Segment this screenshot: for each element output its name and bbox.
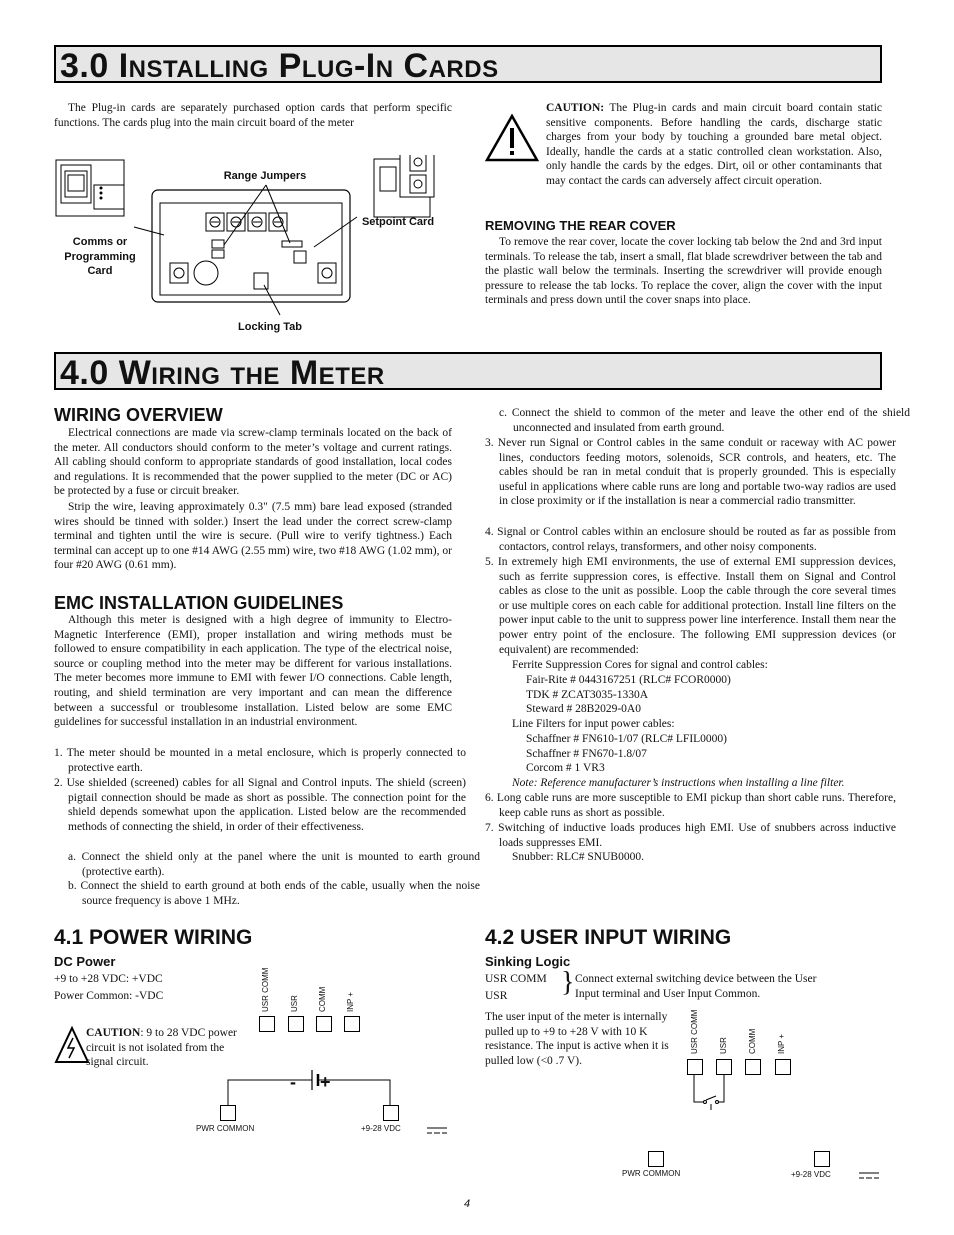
battery-minus: - [290,1072,296,1092]
power-term-label-usr-comm: USR COMM [261,967,270,1012]
power-term-label-usr: USR [290,995,299,1012]
user-term-label-comm: COMM [748,1028,757,1054]
power-terminal-comm [316,1016,332,1032]
page-number: 4 [464,1198,471,1210]
dc-symbol-icon [858,1171,880,1181]
battery-plus: + [320,1072,331,1092]
power-caution: CAUTION: 9 to 28 VDC power circuit is not isolated from the signal circuit. [86,1027,237,1069]
filter-note: Note: Reference manufacturer’s instructions when installing a line filter. [512,777,845,789]
power-wiring-heading: 4.1 POWER WIRING [54,926,253,949]
plugin-caution: CAUTION: The Plug-in cards and main circuit board contain static sensitive components. Before handling the cards, discharge static charges from your body by touching a grounded bare metal object. Ideally, handle the cards at a static controlled clean workstation. Also, only handle the cards by the edges. Dirt, oil or other contaminants that may contact the cards can adversely affect circuit operation. [546,102,883,187]
dc-power-line-2: Power Common: -VDC [54,990,164,1002]
sinking-logic-subheading: Sinking Logic [485,954,571,969]
emc-item-2c: c. Connect the shield to common of the meter and leave the other end of the shield unconnected and insulated from earth ground. [499,407,910,434]
power-terminal-pwr-common [220,1105,236,1121]
rear-cover-text: To remove the rear cover, locate the cover locking tab below the 2nd and 3rd input terminals. To release the tab, insert a small, flat blade screwdriver between the tab and the plastic wall below the terminals. Inserting the screwdriver will provide enough pressure to release the tab locks. To replace the cover, align the cover with the input terminals and press down until the cover snaps into place. [485,236,882,307]
power-terminal-inp [344,1016,360,1032]
user-terminal-vdc [814,1151,830,1167]
ferrite-1: Fair-Rite # 0443167251 (RLC# FCOR0000) [526,674,731,686]
brace-symbol: } [561,967,575,998]
power-terminal-usr [288,1016,304,1032]
user-input-heading: 4.2 USER INPUT WIRING [485,926,732,949]
filter-heading: Line Filters for input power cables: [512,718,675,730]
user-terminal-usr [716,1059,732,1075]
ferrite-heading: Ferrite Suppression Cores for signal and control cables: [512,659,768,671]
dc-power-line-1: +9 to +28 VDC: +VDC [54,973,163,985]
sinking-desc: Connect external switching device between the User Input terminal and User Input Common. [575,973,817,1000]
emc-item-4: 4. Signal or Control cables within an enclosure should be routed as far as possible from contactors, control relays, transformers, and other noisy components. [485,526,896,553]
ferrite-3: Steward # 28B2029-0A0 [526,703,641,715]
emc-item-7: 7. Switching of inductive loads produces high EMI. Use of snubbers across inductive loads suppresses EMI. [485,822,896,849]
filter-1: Schaffner # FN610-1/07 (RLC# LFIL0000) [526,733,728,745]
emc-item-2: 2. Use shielded (screened) cables for all Signal and Control inputs. The shield (screen) pigtail connection should be made as short as possible. The connection point for the shield depends somewhat upon the application. Listed below are the recommended methods of connecting the shield, in order of their effectiveness. [54,777,466,833]
power-terminal-usr-comm [259,1016,275,1032]
user-terminal-inp [775,1059,791,1075]
section-4-title: 4.0 Wiring the Meter [54,352,882,390]
power-term-label-comm: COMM [318,986,327,1012]
user-terminal-pwr-common [648,1151,664,1167]
user-switch-wiring [686,1074,736,1114]
user-term-label-usr-comm: USR COMM [690,1009,699,1054]
filter-3: Corcom # 1 VR3 [526,762,605,774]
power-vdc-label: +9-28 VDC [361,1124,401,1133]
locking-tab-label: Locking Tab [238,321,302,333]
user-input-para: The user input of the meter is internally pulled up to +9 to +28 V with 10 K resistance. The input is active when it is pulled low (<0 .7 V). [485,1011,669,1067]
emc-item-1: 1. The meter should be mounted in a metal enclosure, which is properly connected to protective earth. [54,747,466,774]
sinking-usr: USR [485,990,508,1002]
wiring-overview-p1: Electrical connections are made via screw-clamp terminals located on the back of the meter. All conductors should conform to the meter’s voltage and current ratings. All cabling should conform to appropriate standards of good installation, local codes and regulations. It is recommended that the power supplied to the meter (DC or AC) be protected by a fuse or circuit breaker. [54,427,452,498]
range-jumpers-label: Range Jumpers [223,170,307,182]
snubber: Snubber: RLC# SNUB0000. [512,851,644,863]
emc-intro: Although this meter is designed with a high degree of immunity to Electro-Magnetic Interference (EMI), proper installation and wiring methods must be followed to ensure compatibility in each application. The type of the electrical noise, source or coupling method into the meter may be different for various installations. The meter becomes more immune to EMI with fewer I/O connections. Cable length, routing, and shield termination are very important and can mean the difference between a successful or troublesome installation. Listed below are some EMC guidelines for successful installation in an industrial environment. [54,614,452,729]
shock-hazard-icon [54,1026,90,1066]
user-vdc-label: +9-28 VDC [791,1170,831,1179]
user-term-label-usr: USR [719,1037,728,1054]
emc-item-3: 3. Never run Signal or Control cables in the same conduit or raceway with AC power lines, conductors feeding motors, solenoids, SCR controls, and heaters, etc. The cables should be ran in metal conduit that is properly grounded. This is especially useful in applications where cable runs are long and portable two-way radios are used in close proximity or if the installation is near a commercial radio transmitter. [485,437,896,508]
section-3-title: 3.0 Installing Plug-In Cards [54,45,882,83]
power-pwr-common-label: PWR COMMON [196,1124,255,1133]
emc-item-6: 6. Long cable runs are more susceptible to EMI pickup than short cable runs. Therefore, keep cable runs as short as possible. [485,792,896,819]
emc-heading: EMC INSTALLATION GUIDELINES [54,593,344,613]
user-pwr-common-label: PWR COMMON [622,1169,681,1178]
rear-cover-heading: REMOVING THE REAR COVER [485,218,676,233]
user-terminal-comm [745,1059,761,1075]
emc-item-5: 5. In extremely high EMI environments, the use of external EMI suppression devices, such as ferrite suppression cores, is effective. Install them on Signal and Control cables as close to the unit as possible. Loop the cable through the core several times or use multiple cores on each cable for additional protection. Install line filters on the power input cable to the unit to suppress power line interference. Install them near the power entry point of the enclosure. The following EMI suppression devices (or equivalent) are recommended: [485,556,896,656]
user-term-label-inp: INP + [777,1033,786,1054]
power-term-label-inp: INP + [346,991,355,1012]
wiring-overview-heading: WIRING OVERVIEW [54,405,223,425]
warning-triangle-icon [484,113,540,163]
comms-card-label: Comms or Programming Card [64,236,136,277]
emc-item-2a: a. Connect the shield only at the panel where the unit is mounted to earth ground (protective earth). [68,851,480,878]
ferrite-2: TDK # ZCAT3035-1330A [526,689,649,701]
dc-power-subheading: DC Power [54,954,116,969]
wiring-overview-p2: Strip the wire, leaving approximately 0.3" (7.5 mm) bare lead exposed (stranded wires should be tinned with solder.) Insert the lead under the correct screw-clamp terminal and tighten until the wire is secure. (Pull wire to verify tightness.) Each terminal can accept up to one #14 AWG (2.55 mm) wire, two #18 AWG (1.02 mm), or four #20 AWG (0.61 mm). [54,501,452,572]
dc-symbol-icon [426,1126,448,1136]
sinking-usr-comm: USR COMM [485,973,547,985]
plugin-intro: The Plug-in cards are separately purchased option cards that perform specific functions. The cards plug into the main circuit board of the meter [54,102,452,129]
power-terminal-vdc [383,1105,399,1121]
power-wiring-lines [220,1068,410,1108]
user-terminal-usr-comm [687,1059,703,1075]
filter-2: Schaffner # FN670-1.8/07 [526,748,647,760]
emc-item-2b: b. Connect the shield to earth ground at both ends of the cable, usually when the noise source frequency is above 1 MHz. [68,880,480,907]
setpoint-card-label: Setpoint Card [361,216,435,228]
